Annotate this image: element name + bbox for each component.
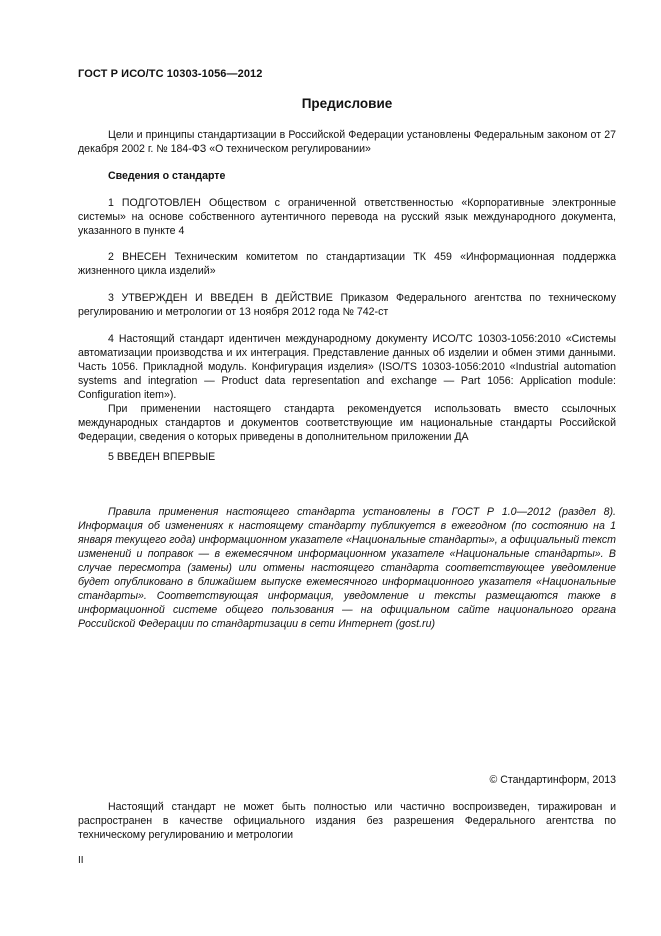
info-item-5-text: 5 ВВЕДЕН ВПЕРВЫЕ — [108, 451, 216, 463]
info-item-3 — [78, 291, 616, 319]
info-item-4-text: 4 Настоящий стандарт идентичен международному документу ИСО/ТС 10303-1056:2010 «Системы автоматизации производства и их интеграция. Представление данных об изделии и обмен этими данными. Часть 1056. Прикладной модуль. Конфигурация изделия» (ISO/TS 10303-1056:2010 «Industrial automation systems and integration — Product data representation and exchange — Part 1056: Application module: Configuration item»). — [78, 333, 616, 401]
page-number: II — [78, 855, 84, 866]
info-item-3-text: 3 УТВЕРЖДЕН И ВВЕДЕН В ДЕЙСТВИЕ Приказом Федерального агентства по техническому регулированию и метрологии от 13 ноября 2012 года № 742-ст — [78, 292, 616, 318]
info-item-2 — [78, 250, 616, 278]
info-item-4-note: При применении настоящего стандарта рекомендуется использовать вместо ссылочных международных стандартов и документов соответствующие им национальные стандарты Российской Федерации, сведения о которых приведены в дополнительном приложении ДА — [78, 403, 616, 443]
info-item-5 — [78, 450, 616, 464]
intro-paragraph — [78, 128, 616, 156]
copyright-line: © Стандартинформ, 2013 — [489, 774, 616, 786]
intro-text: Цели и принципы стандартизации в Российской Федерации установлены Федеральным законом от 27 декабря 2002 г. № 184-ФЗ «О техническом регулировании» — [78, 129, 616, 155]
standard-info-heading-block — [78, 169, 616, 183]
page-title: Предисловие — [301, 96, 393, 111]
info-item-1 — [78, 196, 616, 238]
legal-notice — [78, 800, 616, 842]
document-code-header: ГОСТ Р ИСО/ТС 10303-1056—2012 — [78, 68, 263, 80]
info-item-2-text: 2 ВНЕСЕН Техническим комитетом по стандартизации ТК 459 «Информационная поддержка жизненного цикла изделий» — [78, 251, 616, 277]
legal-notice-text: Настоящий стандарт не может быть полностью или частично воспроизведен, тиражирован и распространен в качестве официального издания без разрешения Федерального агентства по техническому регулированию и метрологии — [78, 801, 616, 841]
rules-notice — [78, 505, 616, 631]
info-item-4 — [78, 332, 616, 444]
info-item-1-text: 1 ПОДГОТОВЛЕН Обществом с ограниченной ответственностью «Корпоративные электронные системы» на основе собственного аутентичного перевода на русский язык международного документа, указанного в пункте 4 — [78, 197, 616, 237]
standard-info-heading: Сведения о стандарте — [108, 170, 226, 182]
rules-notice-text: Правила применения настоящего стандарта установлены в ГОСТ Р 1.0—2012 (раздел 8). Информация об изменениях к настоящему стандарту публикуется в ежегодном (по состоянию на 1 января текущего года) информационном указателе «Национальные стандарты», а официальный текст изменений и поправок — в ежемесячном информационном указателе «Национальные стандарты». В случае пересмотра (замены) или отмены настоящего стандарта соответствующее уведомление будет опубликовано в ближайшем выпуске ежемесячного информационного указателя «Национальные стандарты». Соответствующая информация, уведомление и тексты размещаются также в информационной системе общего пользования — на официальном сайте национального органа Российской Федерации по стандартизации в сети Интернет (gost.ru) — [78, 506, 616, 630]
